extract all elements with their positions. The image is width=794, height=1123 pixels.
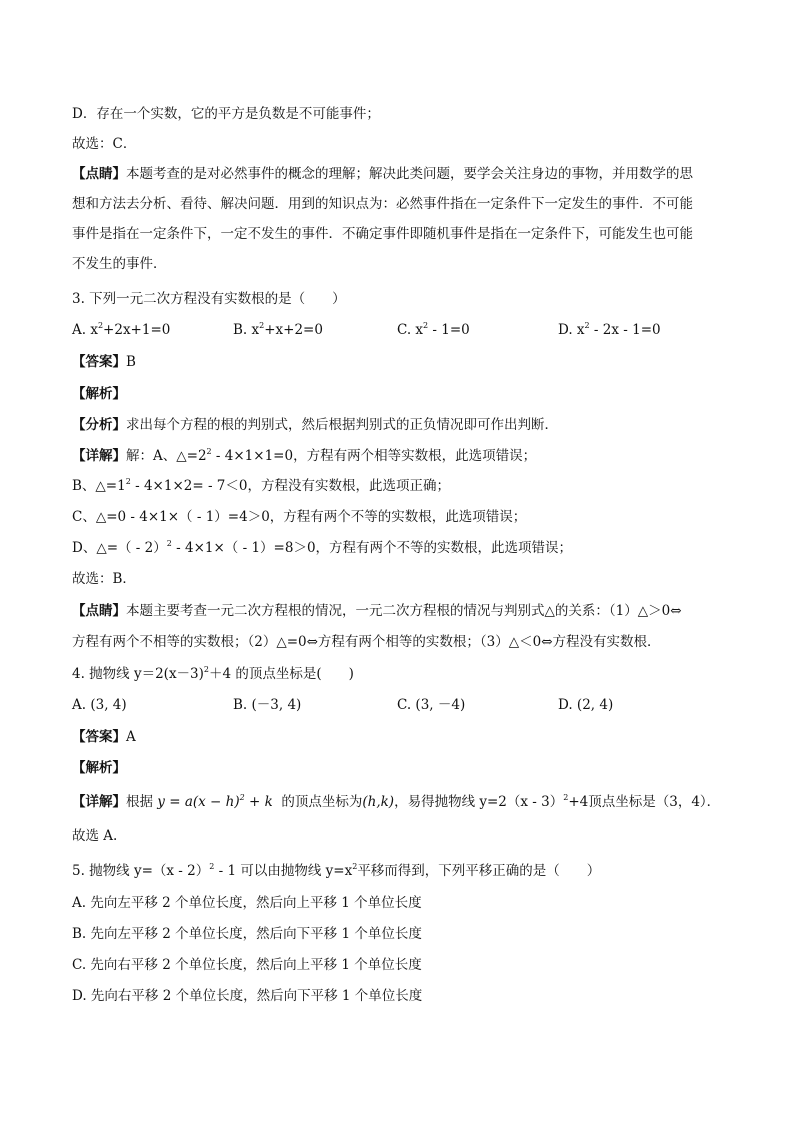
superscript: 2 [203,665,210,674]
section-tag: 【分析】 [72,417,126,433]
section-tag: 【点睛】 [72,166,126,182]
q4-option-a: A. (3, 4) [72,697,127,713]
text-span: +x+2=0 [264,322,323,338]
q4-option-c: C. (3, －4) [397,697,466,713]
q4-option-b: B. (－3, 4) [233,697,302,713]
text-span: ＋4 的顶点坐标是( ) [209,666,354,682]
text-span: B. x [233,322,260,338]
text-span: 本题主要考查一元二次方程根的情况，一元二次方程根的情况与判别式△的关系：（1）△＞0⇔ [126,603,682,619]
text-line [72,415,558,435]
superscript: 2 [239,793,245,802]
text-line: D．存在一个实数，它的平方是负数是不可能事件； [72,106,380,122]
answer-line [72,727,136,747]
question-5-stem [72,861,600,881]
text-span: +2x+1=0 [103,322,171,338]
superscript: 2 [259,321,265,330]
text-line: 故选：B． [72,571,136,587]
text-line [72,538,572,558]
text-span: C. x [397,322,424,338]
text-span: - 2x - 1=0 [589,322,661,338]
answer-value: B [126,354,136,370]
section-tag: 【答案】 [72,729,126,745]
q4-option-d: D. (2, 4) [558,697,614,713]
text-span: D. x [558,322,585,338]
question-3-stem: 3. 下列一元二次方程没有实数根的是（ ） [72,291,346,307]
text-line [72,601,682,621]
text-span: 本题考查的是对必然事件的概念的理解；解决此类问题，要学会关注身边的事物，并用数学的思 [126,166,693,182]
text-line [72,476,450,496]
text-span: 的顶点坐标为 [281,794,363,810]
text-line: 故选：C． [72,136,137,152]
text-span: 4. 抛物线 y＝2(x－3) [72,666,204,682]
text-line: 不发生的事件． [72,256,167,272]
text-span: y = a(x − h) [157,794,240,810]
section-tag: 【解析】 [72,386,126,402]
vertex-point: (h,k) [362,794,395,810]
q3-option-a [72,320,170,340]
text-span: 平移而得到，下列平移正确的是（ ） [357,863,601,879]
section-tag: 【答案】 [72,354,126,370]
superscript: 2 [584,321,590,330]
text-line [72,446,536,466]
vertex-formula [157,794,272,810]
section-tag: 【点睛】 [72,603,126,619]
text-span: 根据 [126,794,153,810]
q5-option-c: C. 先向右平移 2 个单位长度，然后向上平移 1 个单位长度 [72,957,422,973]
text-span: - 4×1×（ - 1）=8＞0，方程有两个不等的实数根，此选项错误； [171,540,573,556]
superscript: 2 [352,862,358,871]
section-tag: 【解析】 [72,760,126,776]
section-tag: 【详解】 [72,794,126,810]
q5-option-a: A. 先向左平移 2 个单位长度，然后向上平移 1 个单位长度 [72,895,422,911]
question-4-stem [72,664,354,684]
answer-line [72,352,136,372]
superscript: 2 [423,321,429,330]
superscript: 2 [166,539,172,548]
text-span: - 4×1×2= - 7＜0，方程没有实数根，此选项正确； [130,478,450,494]
text-line [72,792,720,812]
text-span: - 4×1×1=0，方程有两个相等实数根，此选项错误； [211,448,537,464]
q5-option-b: B. 先向左平移 2 个单位长度，然后向下平移 1 个单位长度 [72,926,422,942]
text-span: B、△=1 [72,478,126,494]
text-span: - 1=0 [428,322,470,338]
text-span: 5. 抛物线 y=（x - 2） [72,863,210,879]
text-span: A. x [72,322,98,338]
text-span: D、△=（ - 2） [72,540,167,556]
text-line: 想和方法去分析、看待、解决问题．用到的知识点为：必然事件指在一定条件下一定发生的事件．不可能 [72,196,693,212]
text-line: 故选 A. [72,828,118,844]
q5-option-d: D. 先向右平移 2 个单位长度，然后向下平移 1 个单位长度 [72,988,423,1004]
text-span: + k [244,794,273,810]
text-line: 方程有两个不相等的实数根；（2）△=0⇔方程有两个相等的实数根；（3）△＜0⇔方程没有实数根． [72,634,661,650]
q3-option-c [397,320,470,340]
text-span: - 1 可以由抛物线 y=x [214,863,353,879]
section-tag: 【详解】 [72,448,126,464]
superscript: 2 [563,793,569,802]
q3-option-d [558,320,661,340]
answer-value: A [126,729,136,745]
text-span: ，易得抛物线 y=2（x - 3） [394,794,564,810]
q3-option-b [233,320,323,340]
superscript: 2 [209,862,215,871]
text-span: 解：A、△=2 [126,448,207,464]
text-line: 事件是指在一定条件下，一定不发生的事件．不确定事件即随机事件是指在一定条件下，可能发生也可能 [72,226,693,242]
text-span: +4顶点坐标是（3，4）． [568,794,721,810]
superscript: 2 [125,477,131,486]
text-line: C、△=0 - 4×1×（ - 1）=4＞0，方程有两个不等的实数根，此选项错误； [72,509,527,525]
superscript: 2 [206,447,212,456]
superscript: 2 [97,321,104,330]
text-span: 求出每个方程的根的判别式，然后根据判别式的正负情况即可作出判断． [126,417,558,433]
text-line [72,164,693,184]
